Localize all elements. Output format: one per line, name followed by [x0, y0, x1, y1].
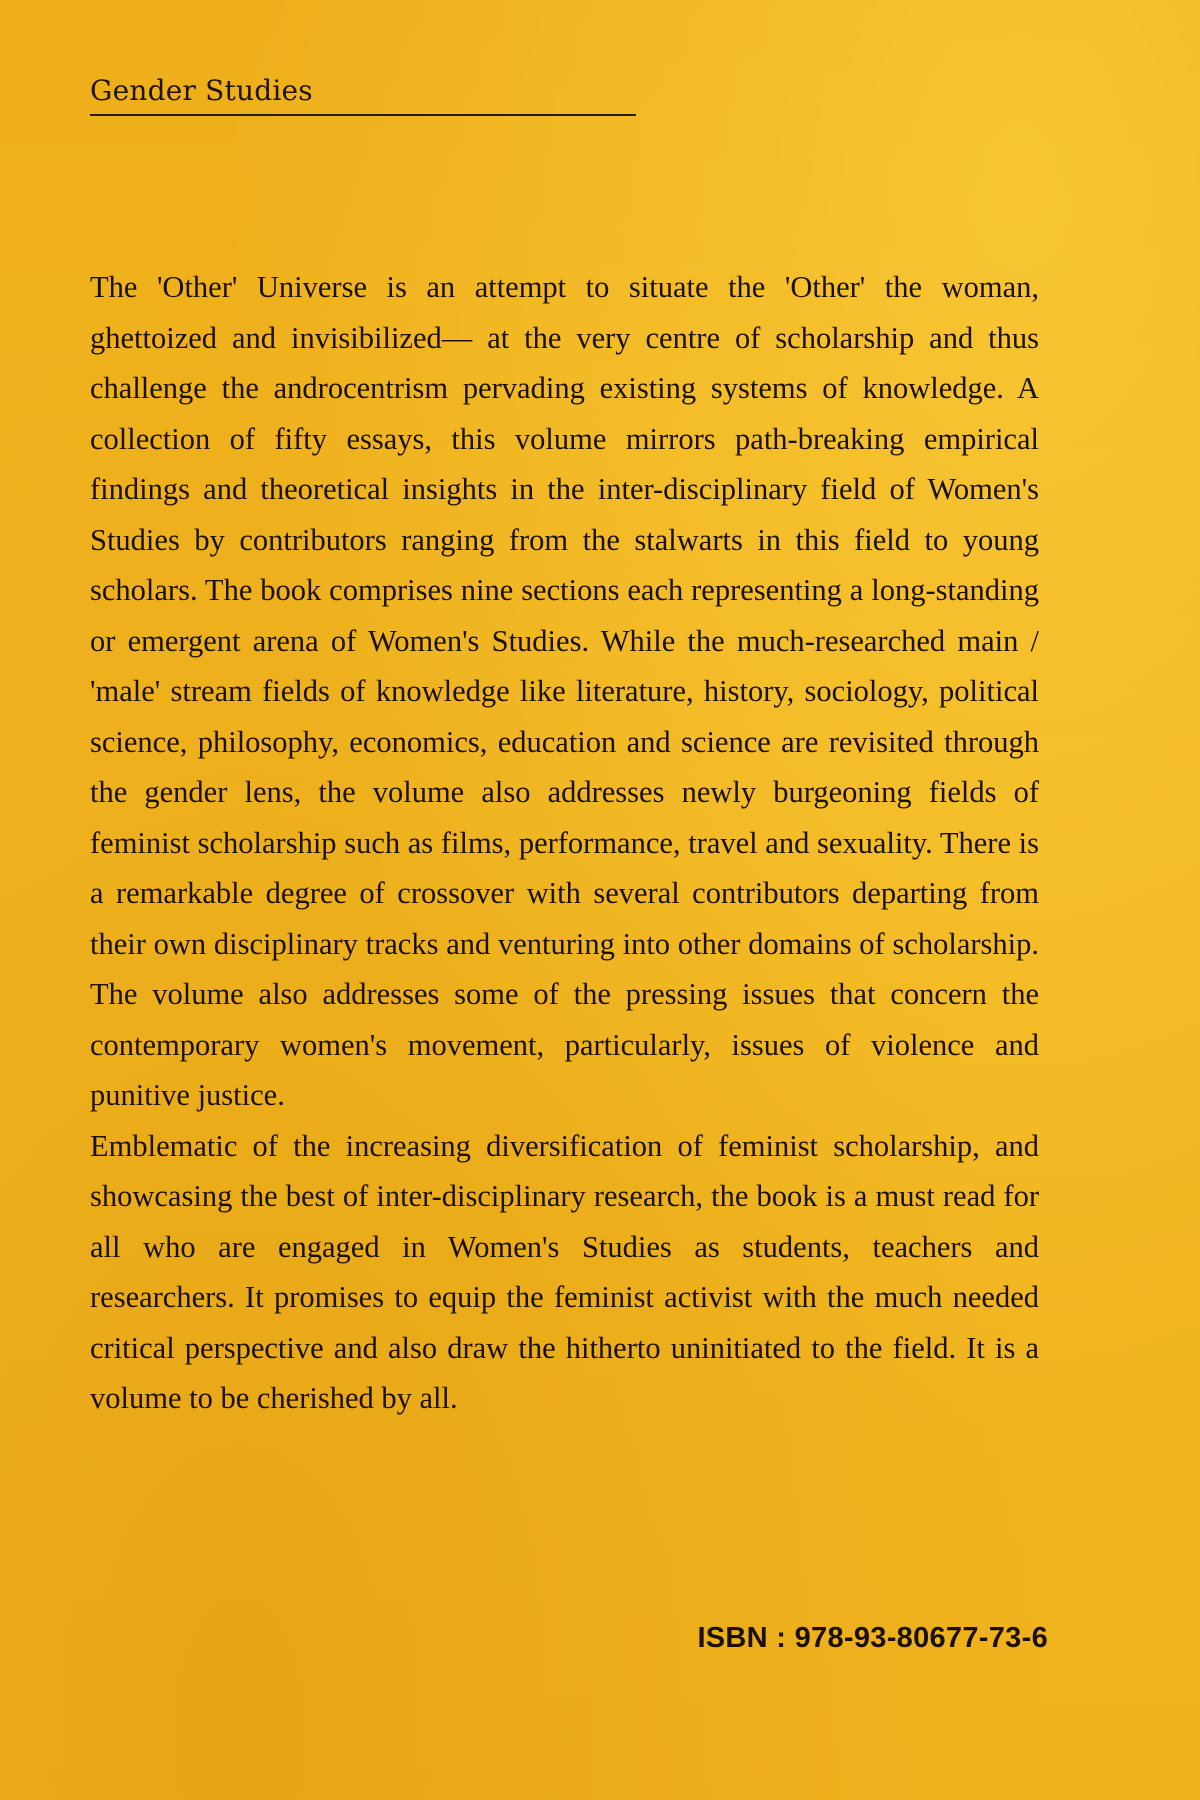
blurb-paragraph-1: The 'Other' Universe is an attempt to situate the 'Other' the woman, ghettoized and invisibilized— at the very centre of scholarship and thus challenge the androcentrism pervading existing systems of knowledge. A collection of fifty essays, this volume mirrors path-breaking empirical findings and theoretical insights in the inter-disciplinary field of Women's Studies by contributors ranging from the stalwarts in this field to young scholars. The book comprises nine sections each representing a long-standing or emergent arena of Women's Studies. While the much-researched main / 'male' stream fields of knowledge like literature, history, sociology, political science, philosophy, economics, education and science are revisited through the gender lens, the volume also addresses newly burgeoning fields of feminist scholarship such as films, performance, travel and sexuality. There is a remarkable degree of crossover with several contributors departing from their own disciplinary tracks and venturing into other domains of scholarship. The volume also addresses some of the pressing issues that concern the contemporary women's movement, particularly, issues of violence and punitive justice.: [90, 270, 1039, 1112]
category-label: Gender Studies: [90, 74, 313, 107]
blurb-paragraph-2: Emblematic of the increasing diversification of feminist scholarship, and showcasing the best of inter-disciplinary research, the book is a must read for all who are engaged in Women's Studies as students, teachers and researchers. It promises to equip the feminist activist with the much needed critical perspective and also draw the hitherto uninitiated to the field. It is a volume to be cherished by all.: [90, 1128, 1039, 1415]
isbn-number: ISBN : 978-93-80677-73-6: [697, 1622, 1048, 1654]
category-underline: [90, 114, 636, 116]
cover-blurb: [90, 262, 1039, 1424]
